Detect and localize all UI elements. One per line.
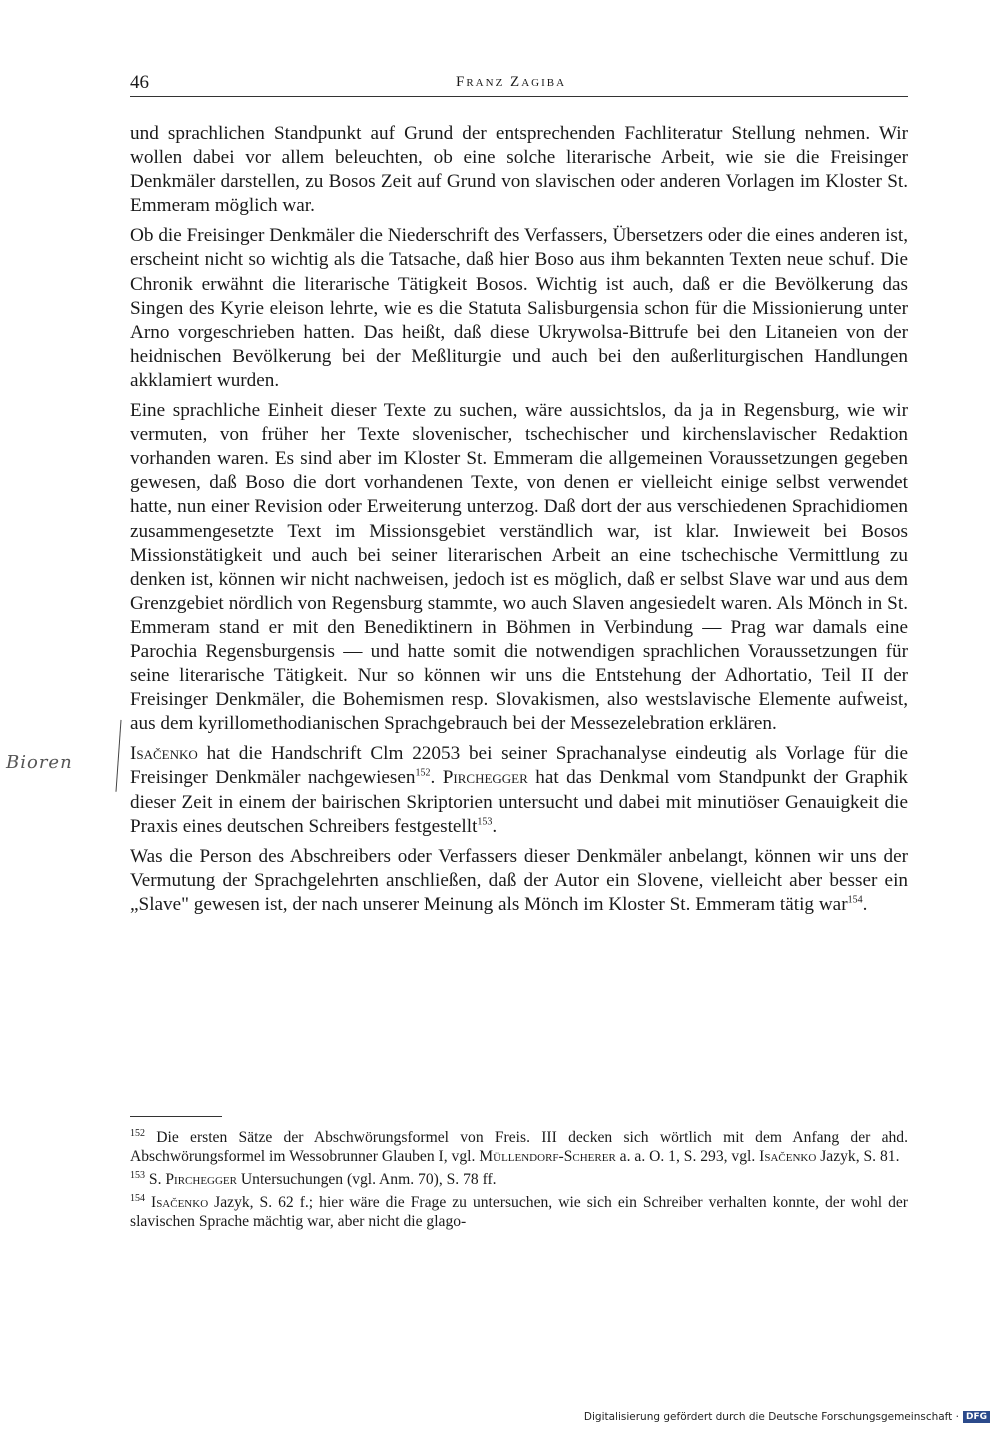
dfg-logo-icon: DFG (963, 1411, 990, 1423)
text-run: Jazyk, S. 81. (816, 1148, 900, 1165)
paragraph-4 (130, 742, 908, 838)
text-run: S. (145, 1171, 166, 1188)
text-run: a. a. O. 1, S. 293, vgl. (615, 1148, 760, 1165)
author-name: Pirchegger (165, 1171, 237, 1188)
text-run: . (492, 815, 498, 837)
footnote-154 (130, 1193, 908, 1231)
text-run: Untersuchungen (vgl. Anm. 70), S. 78 ff. (237, 1171, 497, 1188)
footnotes (130, 1128, 908, 1235)
footnote-reference: 153 (477, 816, 493, 828)
author-name: Isačenko (130, 743, 198, 765)
paragraph-3: Eine sprachliche Einheit dieser Texte zu suchen, wäre aussichtslos, da ja in Regensburg, wie wir vermuten, von früher her Texte slovenischer, tschechischer und kirchenslavischer Redaktion vorhanden waren. Es sind aber im Kloster St. Emmeram die allgemeinen Voraussetzungen gegeben gewesen, daß Boso die dort vorhandenen Texte, von denen er vielleicht einige selbst verwendet hatte, nun einer Revision oder Erweiterung unterzog. Daß dort der aus verschiedenen Sprachidiomen zusammengesetzte Text im Missionsgebiet verständlich war, ist klar. Inwieweit bei Bosos Missionstätigkeit und auch bei seiner literarischen Arbeit an eine tschechische Vermittlung zu denken ist, können wir nicht nachweisen, jedoch ist es möglich, daß er selbst Slave war und aus dem Grenzgebiet nördlich von Regensburg stammte, wo auch Slaven angesiedelt waren. Als Mönch in St. Emmeram stand er mit den Benediktinern in Böhmen in Verbindung — Prag war damals eine Parochia Regensburgensis — und hatte somit die notwendigen sprachlichen Voraussetzungen für seine literarische Tätigkeit. Nur so können wir uns die Entstehung der Adhortatio, Teil II der Freisinger Denkmäler, die Bohemismen resp. Slovakismen, also westslavische Elemente aufweist, aus dem kyrillomethodianischen Sprachgebrauch bei der Messezelebration erklären. (130, 400, 908, 735)
text-run: Was die Person des Abschreibers oder Verfassers dieser Denkmäler anbelangt, können wir uns der Vermutung der Sprachgelehrten anschließen, daß der Autor ein Slovene, vielleicht aber besser ein „Slave" gewesen ist, der nach unserer Meinung als Mönch im Kloster St. Emmeram tätig war (130, 845, 908, 915)
footnote-reference: 154 (847, 894, 863, 906)
footnote-number: 153 (130, 1169, 145, 1181)
page-number: 46 (130, 72, 149, 93)
author-name: Isačenko (759, 1148, 817, 1165)
text-run: Die ersten Sätze der Abschwörungsformel von Freis. III decken sich wörtlich mit dem Anfang der ahd. Abschwörungsformel im Wessobrunner Glauben I, vgl. (130, 1129, 908, 1165)
main-text (130, 122, 908, 923)
digitization-credit (584, 1411, 990, 1423)
credit-text: Digitalisierung gefördert durch die Deutsche Forschungsgemeinschaft · (583, 1411, 959, 1423)
footnote-number: 152 (130, 1127, 145, 1139)
author-name: Müllendorf-Scherer (479, 1148, 616, 1165)
running-title: Franz Zagiba (456, 74, 567, 90)
author-name: Isačenko (151, 1194, 209, 1211)
text-run: hat die Handschrift Clm 22053 bei seiner Sprachanalyse eindeutig als Vorlage für die Freisinger Denkmäler nachgewiesen (130, 743, 908, 789)
footnote-reference: 152 (415, 768, 431, 780)
footnote-152 (130, 1128, 908, 1166)
text-run: hat das Denkmal vom Standpunkt der Graphik dieser Zeit in einem der bairischen Skriptorien untersucht und dabei mit minutiöser Genauigkeit die Praxis eines deutschen Schreibers festgestellt (130, 767, 909, 837)
author-name: Pirchegger (442, 767, 528, 789)
footnote-number: 154 (130, 1192, 145, 1204)
running-header (130, 70, 908, 97)
footnote-153 (130, 1170, 908, 1189)
paragraph-2: Ob die Freisinger Denkmäler die Niederschrift des Verfassers, Übersetzers oder die eines anderen ist, erscheint nicht so wichtig als die Tatsache, daß hier Boso aus ihm bekannten Texten neue schuf. Die Chronik erwähnt die literarische Tätigkeit Bosos. Wichtig ist auch, daß er die Bevölkerung das Singen des Kyrie eleison lehrte, wie es die Statuta Salisburgensia schon für die Missionierung unter Arno vorgeschrieben hatten. Das heißt, daß diese Ukrywolsa-Bittrufe bei den Litaneien von der heidnischen Bevölkerung bei der Meßliturgie und auch bei den außerliturgischen Handlungen akklamiert wurden. (130, 225, 908, 391)
margin-bracket-mark (115, 720, 125, 792)
text-run: . (862, 893, 868, 915)
paragraph-5 (130, 845, 908, 917)
handwritten-margin-note: Bioren (6, 752, 73, 773)
text-run: Jazyk, S. 62 f.; hier wäre die Frage zu untersuchen, wie sich ein Schreiber verhalten konnte, der wohl der slavischen Sprache mächtig war, aber nicht die glago- (130, 1194, 908, 1230)
paragraph-1: und sprachlichen Standpunkt auf Grund der entsprechenden Fachliteratur Stellung nehmen. Wir wollen dabei vor allem beleuchten, ob eine solche literarische Arbeit, wie sie die Freisinger Denkmäler darstellen, zu Bosos Zeit auf Grund von slavischen oder anderen Vorlagen im Kloster St. Emmeram möglich war. (130, 123, 908, 217)
text-run: . (430, 767, 443, 789)
footnote-divider (130, 1116, 222, 1117)
